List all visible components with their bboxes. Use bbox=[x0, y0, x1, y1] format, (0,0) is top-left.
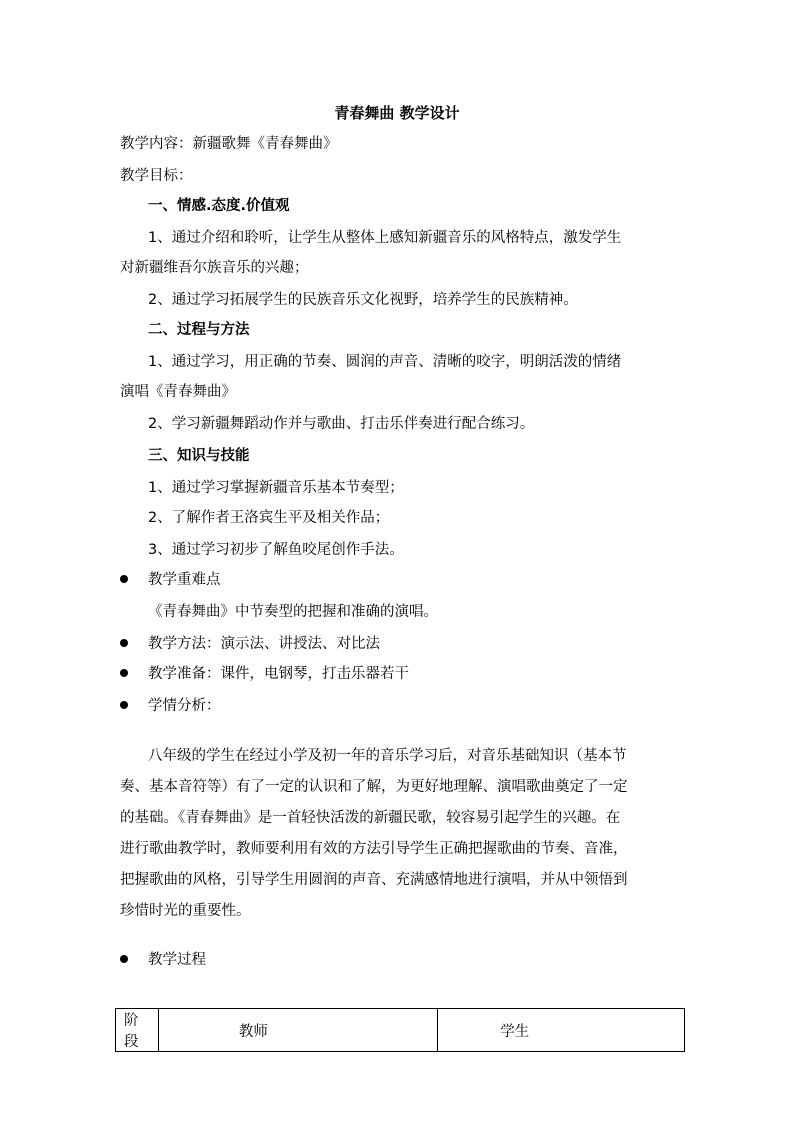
bullet-icon bbox=[120, 664, 130, 674]
section1-item2: 2、通过学习拓展学生的民族音乐文化视野，培养学生的民族精神。 bbox=[148, 292, 578, 308]
teaching-content-line: 教学内容：新疆歌舞《青春舞曲》 bbox=[120, 136, 338, 152]
document-title: 青春舞曲 教学设计 bbox=[334, 104, 460, 122]
section3-item3: 3、通过学习初步了解鱼咬尾创作手法。 bbox=[148, 542, 404, 558]
section2-heading: 二、过程与方法 bbox=[148, 322, 250, 338]
section1-item1-line1: 1、通过介绍和聆听，让学生从整体上感知新疆音乐的风格特点，激发学生 bbox=[148, 230, 622, 246]
analysis-label: 学情分析： bbox=[148, 698, 221, 714]
section2-item1-line1: 1、通过学习，用正确的节奏、圆润的声音、清晰的咬字，明朗活泼的情绪 bbox=[148, 354, 622, 370]
process-table bbox=[115, 1008, 685, 1052]
analysis-line: 的基础。《青春舞曲》是一首轻快活泼的新疆民歌，较容易引起学生的兴趣。在 bbox=[120, 810, 621, 826]
col-student: 学生 bbox=[438, 1009, 685, 1052]
bullet-icon bbox=[120, 570, 130, 580]
methods-text: ：演示法、讲授法、对比法 bbox=[206, 636, 380, 652]
prep-line bbox=[148, 664, 409, 684]
analysis-line: 八年级的学生在经过小学及初一年的音乐学习后，对音乐基础知识（基本节 bbox=[148, 748, 627, 764]
section3-item2: 2、了解作者王洛宾生平及相关作品； bbox=[148, 510, 390, 526]
bullet-icon bbox=[120, 950, 130, 960]
section1-heading: 一、情感.态度.价值观 bbox=[148, 198, 290, 214]
analysis-line: 进行歌曲教学时，教师要利用有效的方法引导学生正确把握歌曲的节奏、音准， bbox=[120, 841, 628, 857]
table-header-row bbox=[116, 1009, 685, 1052]
key-points-text: 《青春舞曲》中节奏型的把握和准确的演唱。 bbox=[148, 604, 438, 620]
prep-label: 教学准备 bbox=[148, 666, 206, 682]
col-teacher: 教师 bbox=[158, 1009, 437, 1052]
section3-heading: 三、知识与技能 bbox=[148, 448, 250, 464]
section3-item1: 1、通过学习掌握新疆音乐基本节奏型； bbox=[148, 480, 404, 496]
analysis-line: 珍惜时光的重要性。 bbox=[120, 903, 251, 919]
section1-item1-line2: 对新疆维吾尔族音乐的兴趣； bbox=[120, 260, 309, 276]
process-label: 教学过程 bbox=[148, 952, 206, 968]
teaching-goals-label: 教学目标： bbox=[120, 168, 193, 184]
section2-item1-line2: 演唱《青春舞曲》 bbox=[120, 384, 236, 400]
methods-line bbox=[148, 634, 380, 654]
key-points-label: 教学重难点 bbox=[148, 572, 221, 588]
methods-label: 教学方法 bbox=[148, 636, 206, 652]
analysis-line: 奏、基本音符等）有了一定的认识和了解，为更好地理解、演唱歌曲奠定了一定 bbox=[120, 779, 628, 795]
prep-text: ：课件，电钢琴，打击乐器若干 bbox=[206, 666, 409, 682]
analysis-line: 把握歌曲的风格，引导学生用圆润的声音、充满感情地进行演唱，并从中领悟到 bbox=[120, 872, 628, 888]
bullet-icon bbox=[120, 696, 130, 706]
section2-item2: 2、学习新疆舞蹈动作并与歌曲、打击乐伴奏进行配合练习。 bbox=[148, 416, 535, 432]
col-stage: 阶段 bbox=[116, 1009, 159, 1052]
bullet-icon bbox=[120, 634, 130, 644]
